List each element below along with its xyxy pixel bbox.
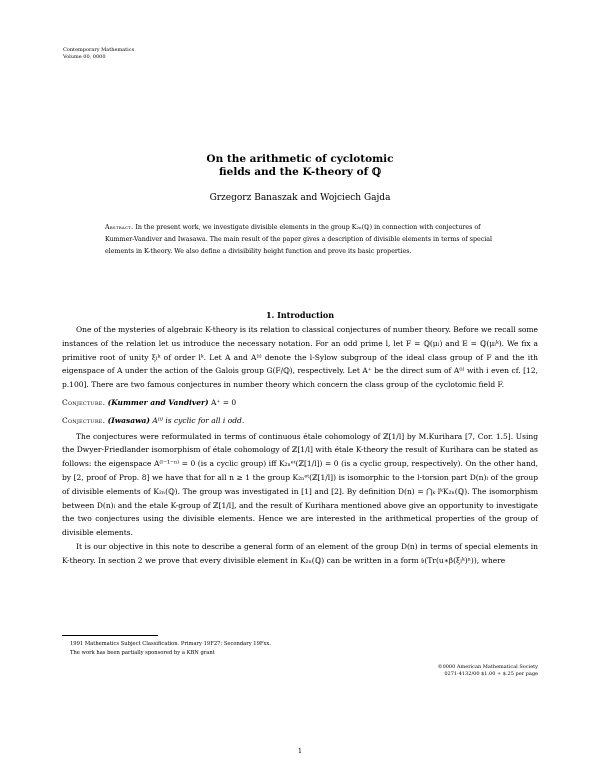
- conjecture-kummer-vandiver: [62, 396, 538, 410]
- paper-authors: Grzegorz Banaszak and Wojciech Gajda: [209, 193, 391, 203]
- copyright-notice: [420, 664, 538, 677]
- abstract-text: In the present work, we investigate divisible elements in the group K₂ₙ(ℚ) in connection with conjectures of Kummer-Vandiver and Iwasawa. The main result of the paper gives a description of divisible elements in terms of special elements in K-theory. We also define a divisibility height function and prove its basic properties.: [105, 224, 493, 255]
- body-text: [62, 323, 538, 568]
- title-line-2: fields and the K-theory of ℚ: [219, 166, 381, 178]
- conjecture-iwasawa: [62, 414, 538, 428]
- journal-volume: Volume 00, 0000: [63, 54, 106, 60]
- paper-title: [0, 153, 600, 179]
- section-title: 1. Introduction: [265, 310, 335, 320]
- journal-name: Contemporary Mathematics: [63, 47, 135, 53]
- abstract-label: Abstract.: [105, 224, 134, 231]
- footnote-grant: The work has been partially sponsored by a KBN grant: [70, 650, 215, 656]
- paragraph-1: One of the mysteries of algebraic K-theory is its relation to classical conjectures of number theory. Before we recall some instances of the relation let us introduce the necessary notation. For an odd prime l, let F = ℚ(μₗ) and E = ℚ(μₗᵏ). We fix a primitive root of unity ξₗᵏ of order lᵏ. Let A and A⁽ⁱ⁾ denote the l-Sylow subgroup of the ideal class group of F and the ith eigenspace of A under the action of the Galois group G(F/ℚ), respectively. Let A⁺ be the direct sum of A⁽ⁱ⁾ with i even cf. [12, p.100]. There are two famous conjectures in number theory which concern the class group of the cyclotomic field F.: [62, 325, 538, 390]
- paragraph-2: The conjectures were reformulated in terms of continuous étale cohomology of ℤ[1/l] by M.Kurihara [7, Cor. 1.5]. Using the Dwyer-Friedlander isomorphism of étale cohomology of ℤ[1/l] with étale K-theory the result of Kurihara can be stated as follows: the eigenspace A⁽ˡ⁻¹⁻ⁿ⁾ = 0 (is a cyclic group) iff K₂ₙᵉᵗ(ℤ[1/l]) = 0 (is a cyclic group, respectively). On the other hand, by [2, proof of Prop. 8] we have that for all n ≥ 1 the group K₂ₙᵉᵗ(ℤ[1/l]) is isomorphic to the l-torsion part D(n)ₗ of the group of divisible elements of K₂ₙ(ℚ). The group was investigated in [1] and [2]. By definition D(n) = ⋂ₖ lᵏK₂ₙ(ℚ). The isomorphism between D(n)ₗ and the etale K-group of ℤ[1/l], and the result of Kurihara mentioned above give an opportunity to investigate the two conjectures using the divisible elements. Hence we are interested in the arithmetical properties of the group of divisible elements.: [62, 431, 538, 538]
- journal-header: [63, 47, 134, 61]
- conjecture-label: Conjecture.: [62, 415, 106, 425]
- title-line-1: On the arithmetic of cyclotomic: [206, 153, 394, 165]
- copyright-line-2: 0271-4132/00 $1.00 + $.25 per page: [444, 670, 538, 677]
- conjecture-statement: A⁺ = 0: [210, 397, 237, 407]
- abstract: [105, 222, 497, 258]
- footnote-classification: 1991 Mathematics Subject Classification. Primary 19F27; Secondary 19Fxx.: [70, 641, 271, 647]
- footnote-rule: [62, 635, 158, 636]
- conjecture-label: Conjecture.: [62, 397, 106, 407]
- conjecture-name: (Kummer and Vandiver): [107, 397, 209, 407]
- conjecture-name: (Iwasawa): [107, 415, 150, 425]
- page-number: 1: [297, 747, 303, 755]
- conjecture-statement: A⁽ⁱ⁾ is cyclic for all i odd.: [152, 415, 245, 425]
- paragraph-3: It is our objective in this note to describe a general form of an element of the group D(n) in terms of special elements in K-theory. In section 2 we prove that every divisible element in K₂ₙ(ℚ) can be written in a form 𝔟(Tr(u∗β(ξₗᵏ)ⁿ)), where: [62, 541, 538, 565]
- copyright-line-1: ©0000 American Mathematical Society: [437, 664, 538, 670]
- footnotes: [62, 640, 538, 658]
